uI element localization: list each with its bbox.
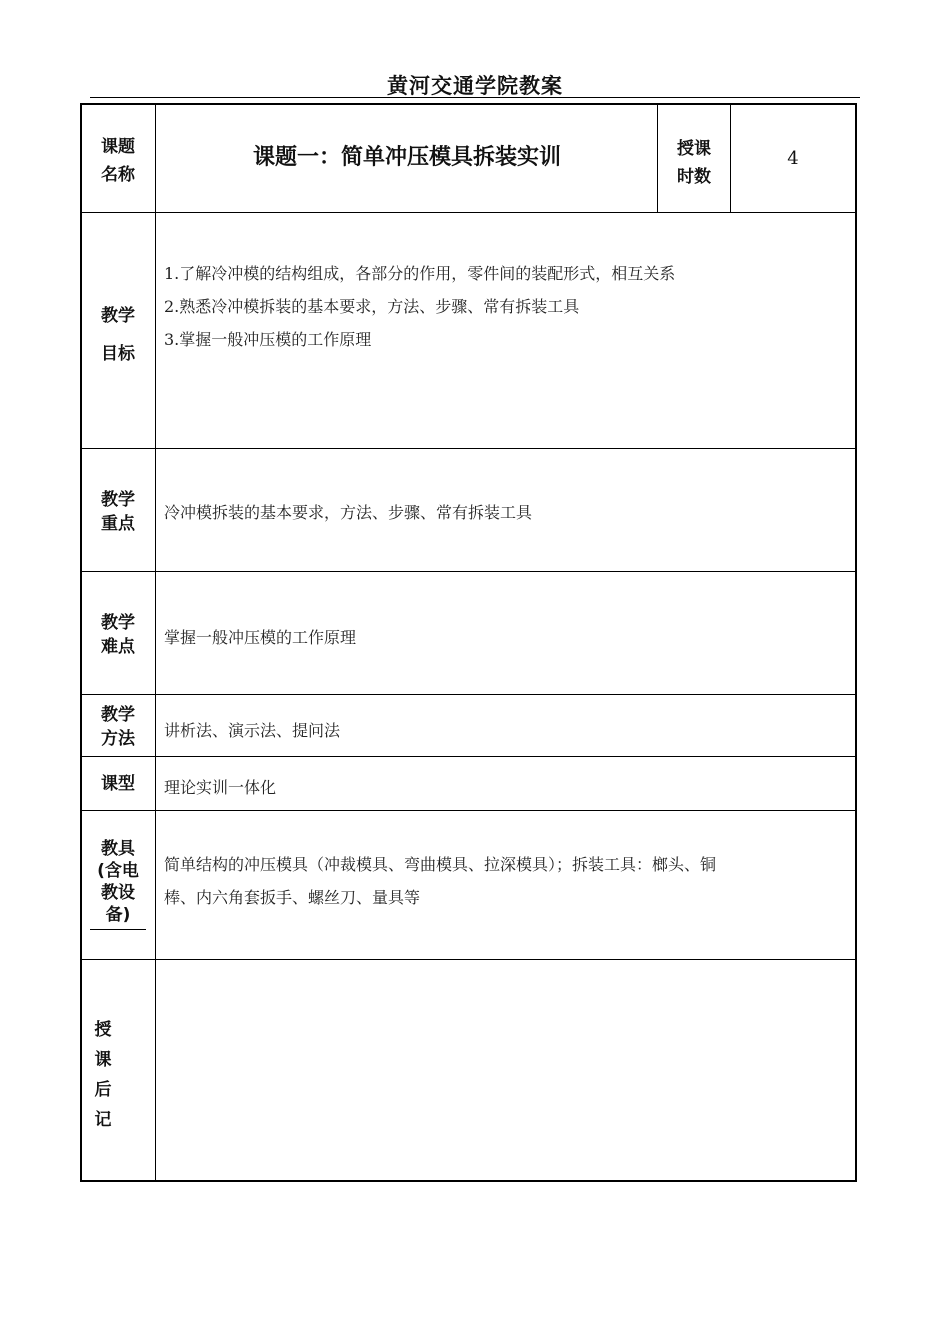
notes-label-char: 记 (94, 1110, 112, 1130)
equipment-text-line: 棒、内六角套扳手、螺丝刀、量具等 (164, 888, 421, 907)
header-divider (90, 97, 860, 98)
equipment-label (82, 838, 154, 926)
objectives-label (82, 304, 154, 366)
difficulties-text: 掌握一般冲压模的工作原理 (164, 628, 357, 647)
objectives-label-line: 教学 (101, 306, 135, 326)
hours-label (659, 135, 729, 191)
equipment-text-line: 简单结构的冲压模具（冲裁模具、弯曲模具、拉深模具）；拆装工具：榔头、铜 (164, 855, 717, 874)
hours-label-line: 授课 (677, 139, 711, 159)
methods-label-line: 教学 (101, 705, 135, 725)
notes-label-char: 课 (94, 1050, 112, 1070)
equipment-label-line: 备) (105, 905, 131, 925)
objectives-list (164, 257, 675, 356)
methods-text: 讲析法、演示法、提问法 (164, 721, 341, 740)
difficulties-label-line: 难点 (101, 637, 135, 657)
label-column-divider (155, 104, 156, 1181)
topic-label (82, 135, 154, 187)
row-divider (81, 571, 856, 572)
key-points-label (82, 488, 154, 536)
difficulties-label-line: 教学 (101, 613, 135, 633)
hours-value: 4 (787, 148, 799, 169)
row-divider (81, 959, 856, 960)
key-points-text: 冷冲模拆装的基本要求，方法、步骤、常有拆装工具 (164, 503, 533, 522)
row-divider (81, 448, 856, 449)
lesson-type-label: 课型 (101, 774, 135, 794)
methods-label-line: 方法 (101, 729, 135, 749)
lesson-type-text: 理论实训一体化 (164, 778, 277, 797)
objectives-label-line: 目标 (101, 344, 135, 364)
equipment-label-line: 教设 (101, 883, 135, 903)
equipment-label-underline (90, 929, 146, 930)
topic-label-line: 课题 (101, 137, 135, 157)
equipment-label-line: 教具 (101, 839, 135, 859)
objective-item: 2.熟悉冷冲模拆装的基本要求，方法、步骤、常有拆装工具 (164, 297, 580, 316)
equipment-text (164, 848, 716, 914)
row-divider (81, 756, 856, 757)
equipment-label-line: (含电 (97, 861, 139, 881)
key-points-label-line: 重点 (101, 514, 135, 534)
topic-title: 课题一：简单冲压模具拆装实训 (252, 145, 561, 170)
notes-label-char: 授 (94, 1020, 112, 1040)
notes-label-char: 后 (94, 1080, 112, 1100)
notes-label (88, 1015, 118, 1135)
document-title: 黄河交通学院教案 (387, 74, 563, 98)
topic-label-line: 名称 (101, 165, 135, 185)
row-divider (81, 810, 856, 811)
key-points-label-line: 教学 (101, 490, 135, 510)
difficulties-label (82, 611, 154, 659)
row-divider (81, 694, 856, 695)
hours-label-line: 时数 (677, 167, 711, 187)
row-divider (81, 212, 856, 213)
objective-item: 3.掌握一般冲压模的工作原理 (164, 330, 372, 349)
methods-label (82, 703, 154, 751)
objective-item: 1.了解冷冲模的结构组成，各部分的作用，零件间的装配形式，相互关系 (164, 264, 676, 283)
